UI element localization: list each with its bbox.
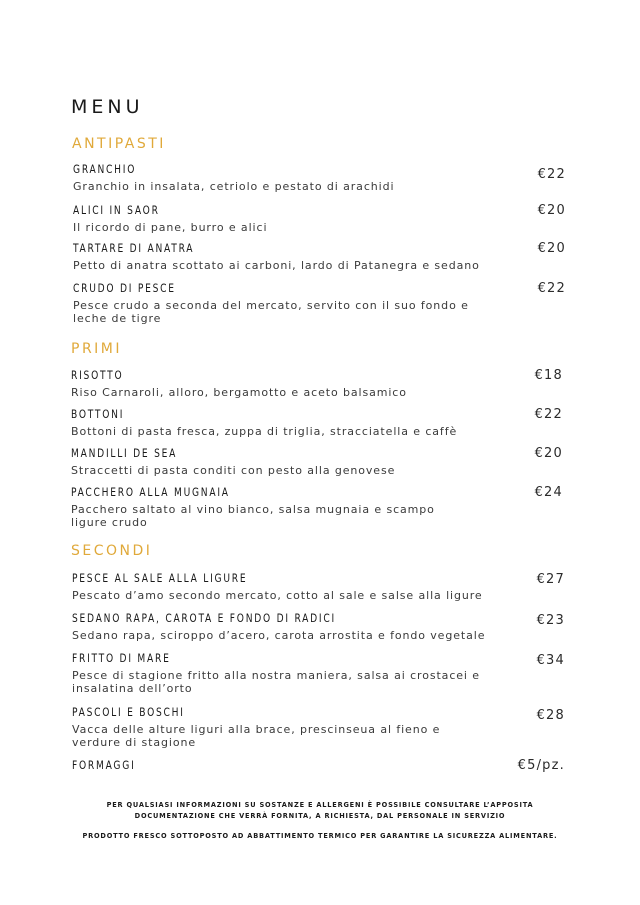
item-name: CRUDO DI PESCE (73, 281, 176, 295)
menu-item (73, 281, 493, 325)
menu-item (72, 651, 512, 695)
item-description: Petto di anatra scottato ai carboni, lardo di Patanegra e sedano (73, 259, 480, 272)
item-name: SEDANO RAPA, CAROTA E FONDO DI RADICI (72, 611, 336, 625)
item-description: Il ricordo di pane, burro e alici (73, 221, 268, 234)
item-price: €28 (536, 708, 565, 723)
item-description: Bottoni di pasta fresca, zuppa di triglia, stracciatella e caffè (71, 425, 458, 438)
item-price: €5/pz. (517, 758, 565, 773)
item-price: €27 (536, 572, 565, 587)
item-description: Granchio in insalata, cetriolo e pestato di arachidi (73, 180, 395, 193)
item-description: Riso Carnaroli, alloro, bergamotto e aceto balsamico (71, 386, 407, 399)
item-name: FORMAGGI (72, 758, 136, 772)
item-price: €24 (534, 485, 563, 500)
item-price: €23 (536, 613, 565, 628)
menu-item (72, 611, 572, 642)
item-description: Pacchero saltato al vino bianco, salsa mugnaia e scampo ligure crudo (71, 503, 435, 529)
item-name: RISOTTO (71, 368, 124, 382)
item-name: GRANCHIO (73, 162, 137, 176)
menu-item (71, 407, 571, 438)
page-title: MENU (71, 96, 144, 118)
menu-item (72, 705, 472, 749)
item-description: Vacca delle alture liguri alla brace, prescinseua al fieno e verdure di stagione (72, 723, 441, 749)
item-price: €22 (534, 407, 563, 422)
item-description: Pesce crudo a seconda del mercato, servito con il suo fondo e leche de tigre (73, 299, 469, 325)
item-description: Sedano rapa, sciroppo d’acero, carota arrostita e fondo vegetale (72, 629, 486, 642)
item-description: Pesce di stagione fritto alla nostra maniera, salsa ai crostacei e insalatina dell’orto (72, 669, 480, 695)
item-price: €18 (534, 368, 563, 383)
menu-item (73, 241, 573, 272)
item-description: Straccetti di pasta conditi con pesto alla genovese (71, 464, 396, 477)
allergen-notice-line-1: PER QUALSIASI INFORMAZIONI SU SOSTANZE E ALLERGENI È POSSIBILE CONSULTARE L’APPOSITA (106, 801, 534, 809)
item-name: TARTARE DI ANATRA (73, 241, 195, 255)
allergen-notice-line-2: DOCUMENTAZIONE CHE VERRÀ FORNITA, A RICHIESTA, DAL PERSONALE IN SERVIZIO (134, 812, 506, 820)
item-name: ALICI IN SAOR (73, 203, 160, 217)
item-name: MANDILLI DE SEA (71, 446, 178, 460)
item-price: €20 (537, 241, 566, 256)
menu-item (72, 571, 572, 602)
section-title-antipasti: ANTIPASTI (72, 136, 166, 152)
item-name: PACCHERO ALLA MUGNAIA (71, 485, 230, 499)
menu-item (71, 485, 471, 529)
item-name: PESCE AL SALE ALLA LIGURE (72, 571, 248, 585)
section-title-secondi: SECONDI (71, 543, 153, 559)
menu-item (72, 758, 572, 772)
item-name: PASCOLI E BOSCHI (72, 705, 185, 719)
item-description: Pescato d’amo secondo mercato, cotto al sale e salse alla ligure (72, 589, 483, 602)
item-name: BOTTONI (71, 407, 125, 421)
fresh-product-notice: PRODOTTO FRESCO SOTTOPOSTO AD ABBATTIMENTO TERMICO PER GARANTIRE LA SICUREZZA ALIMENTARE. (82, 832, 558, 840)
item-price: €22 (537, 281, 566, 296)
menu-item (73, 162, 573, 193)
item-price: €20 (537, 203, 566, 218)
allergen-notice (60, 800, 580, 822)
item-name: FRITTO DI MARE (72, 651, 171, 665)
item-price: €20 (534, 446, 563, 461)
menu-item (71, 368, 571, 399)
section-title-primi: PRIMI (71, 341, 123, 357)
item-price: €34 (536, 653, 565, 668)
menu-item (71, 446, 571, 477)
menu-item (73, 203, 573, 234)
item-price: €22 (537, 167, 566, 182)
